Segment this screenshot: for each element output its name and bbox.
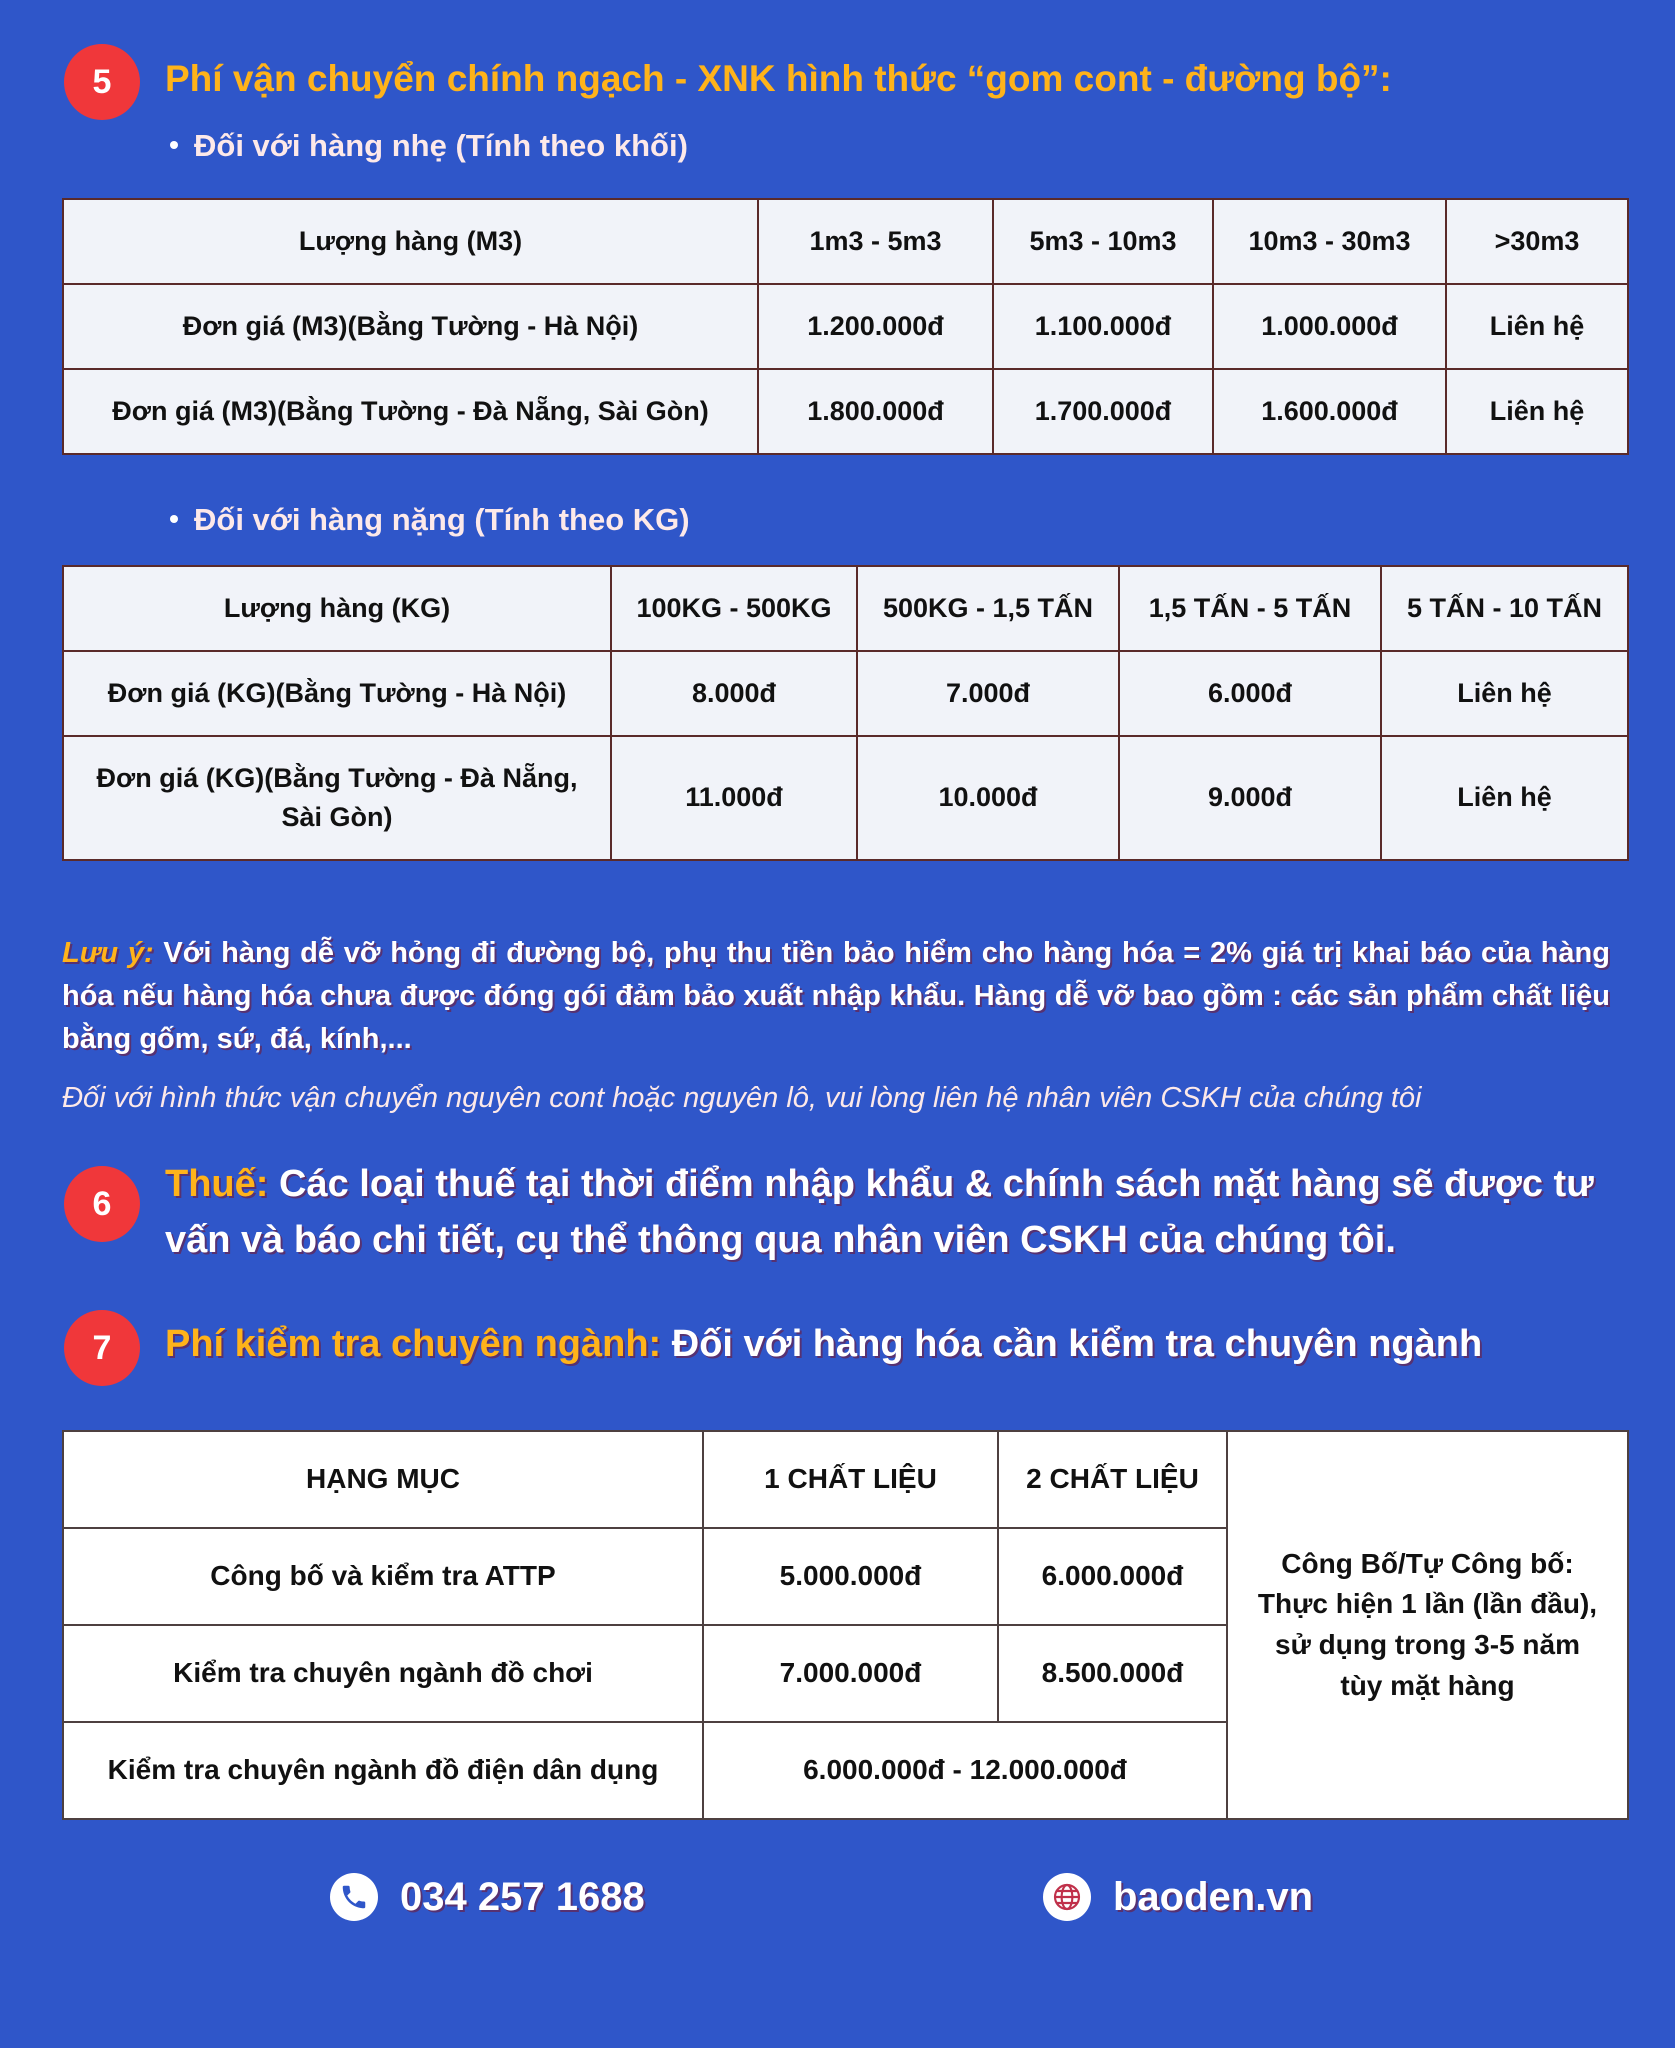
light-goods-label: Đối với hàng nhẹ (Tính theo khối) [194, 128, 688, 163]
table-cell: 7.000.000đ [703, 1625, 998, 1722]
inspection-fee-description: Đối với hàng hóa cần kiểm tra chuyên ngành [661, 1323, 1483, 1365]
section-7-title [165, 1323, 1482, 1366]
table-cell: Lượng hàng (KG) [63, 566, 611, 651]
table-cell: 9.000đ [1119, 736, 1381, 860]
table-cell: 100KG - 500KG [611, 566, 857, 651]
table-cell: Đơn giá (KG)(Bằng Tường - Đà Nẵng, Sài Gòn) [63, 736, 611, 860]
table-cell: 500KG - 1,5 TẤN [857, 566, 1119, 651]
table-cell: 8.500.000đ [998, 1625, 1227, 1722]
light-goods-bullet [170, 128, 688, 164]
bullet-dot [170, 141, 178, 149]
table-cell: 10m3 - 30m3 [1213, 199, 1446, 284]
table-header-cell: 1 CHẤT LIỆU [703, 1431, 998, 1528]
table-cell: 6.000.000đ - 12.000.000đ [703, 1722, 1227, 1819]
fragile-goods-note [62, 932, 1610, 1061]
light-goods-table [62, 198, 1629, 455]
table-cell: 6.000đ [1119, 651, 1381, 736]
table-cell: Đơn giá (M3)(Bằng Tường - Đà Nẵng, Sài Gòn) [63, 369, 758, 454]
table-cell: Liên hệ [1446, 284, 1628, 369]
table-cell: Kiểm tra chuyên ngành đồ điện dân dụng [63, 1722, 703, 1819]
section-6-badge: 6 [64, 1166, 140, 1242]
table-cell: 11.000đ [611, 736, 857, 860]
website-url: baoden.vn [1113, 1874, 1314, 1919]
table-cell: 1.800.000đ [758, 369, 993, 454]
table-cell: Kiểm tra chuyên ngành đồ chơi [63, 1625, 703, 1722]
table-cell: 8.000đ [611, 651, 857, 736]
heavy-goods-table [62, 565, 1629, 861]
phone-contact[interactable] [330, 1873, 645, 1921]
inspection-fee-table [62, 1430, 1629, 1820]
table-row [63, 651, 1628, 736]
bullet-dot [170, 515, 178, 523]
table-cell: 1.100.000đ [993, 284, 1213, 369]
table-row [63, 284, 1628, 369]
table-cell: 10.000đ [857, 736, 1119, 860]
table-cell: 7.000đ [857, 651, 1119, 736]
table-cell: 5m3 - 10m3 [993, 199, 1213, 284]
section-5-title: Phí vận chuyển chính ngạch - XNK hình thức “gom cont - đường bộ”: [165, 58, 1392, 99]
table-cell: Đơn giá (M3)(Bằng Tường - Hà Nội) [63, 284, 758, 369]
table-cell: 1.600.000đ [1213, 369, 1446, 454]
table-row [63, 736, 1628, 860]
tax-description: Các loại thuế tại thời điểm nhập khẩu & chính sách mặt hàng sẽ được tư vấn và báo chi tiết, cụ thể thông qua nhân viên CSKH của chúng tôi. [165, 1163, 1594, 1261]
table-row [63, 1431, 1628, 1528]
phone-number: 034 257 1688 [400, 1874, 645, 1919]
table-cell: 1m3 - 5m3 [758, 199, 993, 284]
section-5-badge: 5 [64, 44, 140, 120]
table-cell: Liên hệ [1446, 369, 1628, 454]
publication-side-note: Công Bố/Tự Công bố: Thực hiện 1 lần (lần đầu), sử dụng trong 3-5 năm tùy mặt hàng [1227, 1431, 1628, 1819]
section-6-text [165, 1156, 1635, 1268]
table-cell: 1,5 TẤN - 5 TẤN [1119, 566, 1381, 651]
inspection-fee-label: Phí kiểm tra chuyên ngành: [165, 1323, 662, 1365]
table-cell: Công bố và kiểm tra ATTP [63, 1528, 703, 1625]
table-row [63, 369, 1628, 454]
table-cell: 1.000.000đ [1213, 284, 1446, 369]
phone-icon [330, 1873, 378, 1921]
tax-label: Thuế: [165, 1163, 269, 1205]
table-cell: 5 TẤN - 10 TẤN [1381, 566, 1628, 651]
section-7-badge: 7 [64, 1310, 140, 1386]
table-row [63, 566, 1628, 651]
table-cell: 1.200.000đ [758, 284, 993, 369]
globe-icon [1043, 1873, 1091, 1921]
table-header-cell: 2 CHẤT LIỆU [998, 1431, 1227, 1528]
table-cell: 5.000.000đ [703, 1528, 998, 1625]
table-cell: >30m3 [1446, 199, 1628, 284]
note-label: Lưu ý: [62, 937, 154, 969]
heavy-goods-label: Đối với hàng nặng (Tính theo KG) [194, 502, 690, 537]
table-cell: Lượng hàng (M3) [63, 199, 758, 284]
full-container-note: Đối với hình thức vận chuyển nguyên cont hoặc nguyên lô, vui lòng liên hệ nhân viên CSKH của chúng tôi [62, 1082, 1422, 1114]
table-cell: Liên hệ [1381, 651, 1628, 736]
note-text: Với hàng dễ vỡ hỏng đi đường bộ, phụ thu tiền bảo hiểm cho hàng hóa = 2% giá trị khai báo của hàng hóa nếu hàng hóa chưa được đóng gói đảm bảo xuất nhập khẩu. Hàng dễ vỡ bao gồm : các sản phẩm chất liệu bằng gốm, sứ, đá, kính,... [62, 937, 1610, 1055]
table-cell: Đơn giá (KG)(Bằng Tường - Hà Nội) [63, 651, 611, 736]
table-cell: Liên hệ [1381, 736, 1628, 860]
table-row [63, 199, 1628, 284]
website-link[interactable] [1043, 1873, 1313, 1921]
heavy-goods-bullet [170, 502, 690, 538]
table-header-cell: HẠNG MỤC [63, 1431, 703, 1528]
table-cell: 1.700.000đ [993, 369, 1213, 454]
table-cell: 6.000.000đ [998, 1528, 1227, 1625]
